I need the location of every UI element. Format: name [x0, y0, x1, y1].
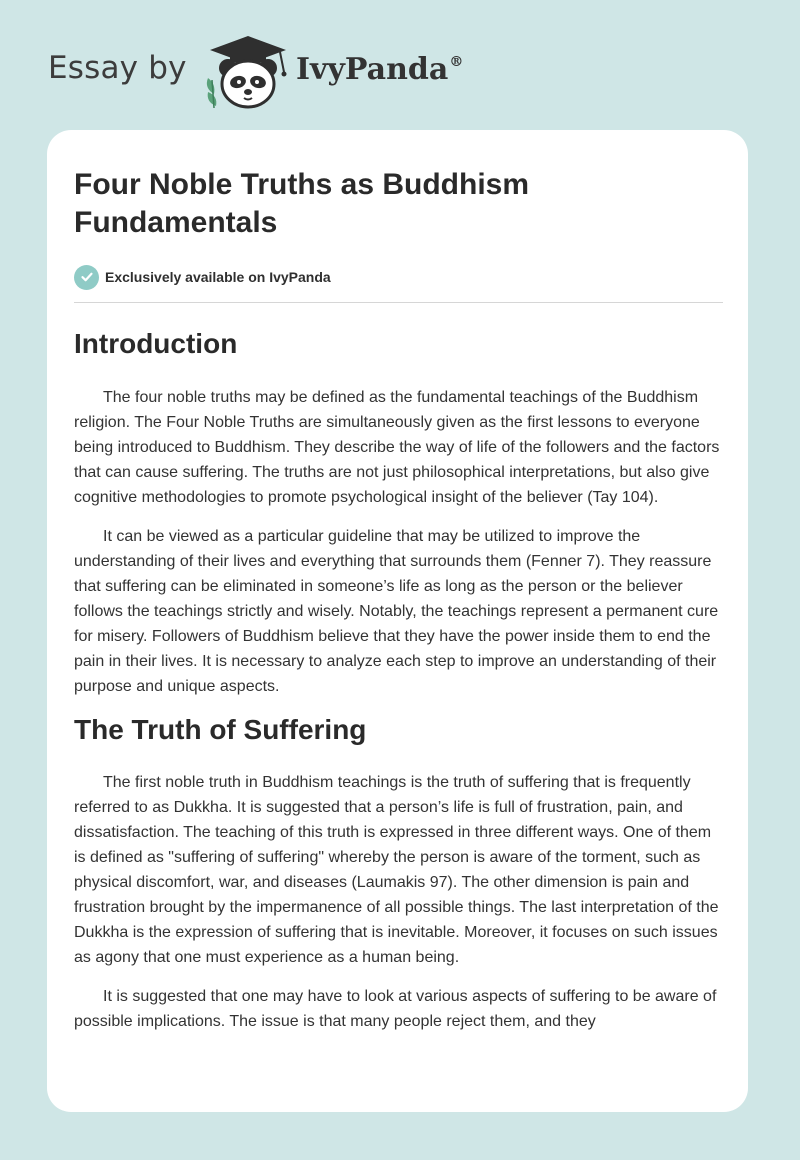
- section-heading: Introduction: [74, 328, 238, 359]
- exclusive-badge: [74, 264, 331, 290]
- paragraph: It can be viewed as a particular guideline that may be utilized to improve the understanding of their lives and everything that surrounds them (Fenner 7). They reassure that suffering can be eliminated in someone’s life as long as the person or the believer follows the teachings strictly and wisely. Notably, the teachings represent a permanent cure for misery. Followers of Buddhism believe that they have the power inside them to end the pain in their lives. It is necessary to analyze each step to improve an understanding of their purpose and unique aspects.: [74, 528, 719, 695]
- article-content: [74, 322, 724, 1034]
- brand-prefix: Essay by: [48, 50, 187, 86]
- paragraph: It is suggested that one may have to look at various aspects of suffering to be aware of possible implications. The issue is that many people reject them, and they: [74, 988, 717, 1030]
- paragraph: The first noble truth in Buddhism teachings is the truth of suffering that is frequently referred to as Dukkha. It is suggested that a person’s life is full of frustration, pain, and dissatisfaction. The teaching of this truth is expressed in three different ways. One of them is defined as "suffering of suffering" whereby the person is aware of the torment, such as physical discomfort, war, and diseases (Laumakis 97). The other dimension is pain and frustration brought by the impermanence of all possible things. The last interpretation of the Dukkha is the expression of suffering that is inevitable. Moreover, it focuses on such issues as agony that one must experience as a human being.: [74, 774, 719, 966]
- article-title: Four Noble Truths as Buddhism Fundamentals: [74, 168, 530, 239]
- paragraph: The four noble truths may be defined as the fundamental teachings of the Buddhism religion. The Four Noble Truths are simultaneously given as the first lessons to everyone being introduced to Buddhism. They describe the way of life of the followers and the factors that can cause suffering. The truths are not just philosophical interpretations, but also give cognitive methodologies to promote psychological insight of the believer (Tay 104).: [74, 389, 720, 506]
- panda-graduation-cap-icon[interactable]: [200, 32, 296, 110]
- registered-mark: ®: [449, 54, 464, 70]
- section-introduction: [74, 324, 724, 699]
- article-card: [47, 130, 748, 1112]
- check-circle-icon: [74, 265, 99, 290]
- section-truth-of-suffering: [74, 710, 724, 1034]
- brand-name-text: IvyPanda: [296, 52, 449, 87]
- site-header: [0, 0, 800, 130]
- title-divider: [74, 302, 723, 303]
- exclusive-label: Exclusively available on IvyPanda: [105, 269, 331, 285]
- brand-name[interactable]: [296, 52, 463, 87]
- section-heading: The Truth of Suffering: [74, 714, 367, 745]
